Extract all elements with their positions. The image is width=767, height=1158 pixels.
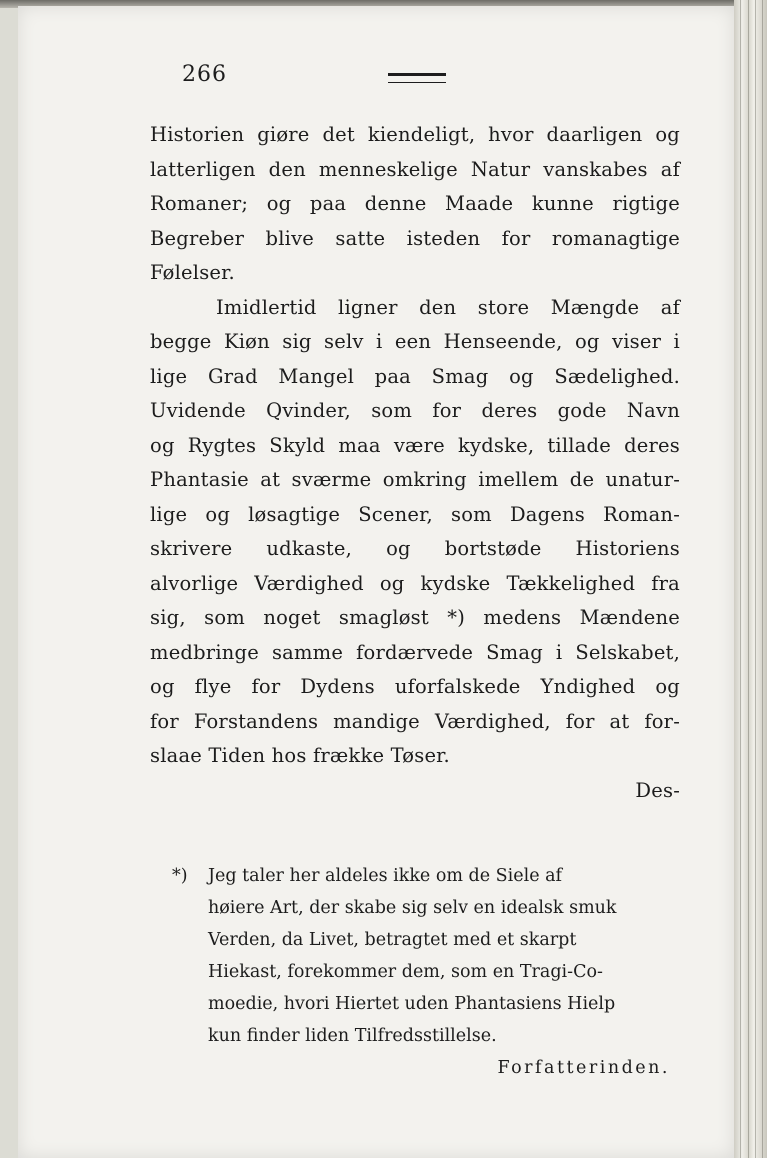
footnote-line: kun finder liden Tilfredsstillelse. <box>208 1026 497 1046</box>
text-line: alvorlige Værdighed og kydske Tækkelighed fra <box>150 571 680 595</box>
footnote-marker: *) <box>172 866 188 886</box>
text-line: sig, som noget smagløst *) medens Mændene <box>150 606 680 629</box>
text-line: Romaner; og paa denne Maade kunne rigtige <box>150 192 680 215</box>
text-line: lige og løsagtige Scener, som Dagens Roman- <box>150 502 680 526</box>
book-gutter <box>734 0 767 1158</box>
page-header <box>150 62 680 92</box>
text-line: slaae Tiden hos frække Tøser. <box>150 744 450 767</box>
footnote-line: Verden, da Livet, betragtet med et skarpt <box>208 930 577 950</box>
gutter-line <box>740 0 741 1158</box>
header-ornament-rule <box>388 73 446 83</box>
text-line: og flye for Dydens uforfalskede Yndighed og <box>150 675 680 698</box>
footnote <box>150 860 680 1084</box>
footnote-first-line <box>150 860 680 892</box>
footnote-line: Hiekast, forekommer dem, som en Tragi-Co- <box>208 962 603 982</box>
footnote-line: moedie, hvori Hiertet uden Phantasiens Hielp <box>208 994 616 1014</box>
text-line: Phantasie at sværme omkring imellem de unatur- <box>150 468 680 491</box>
text-line: skrivere udkaste, og bortstøde Historiens <box>150 537 680 560</box>
text-line: for Forstandens mandige Værdighed, for at for- <box>150 709 680 733</box>
main-text <box>150 118 680 808</box>
gutter-line <box>762 0 763 1158</box>
text-line: Historien giøre det kiendeligt, hvor daarligen og <box>150 123 680 146</box>
text-line: og Rygtes Skyld maa være kydske, tillade deres <box>150 433 680 457</box>
footnote-signature: Forfatterinden. <box>497 1058 670 1078</box>
text-line: Følelser. <box>150 261 235 284</box>
text-line: begge Kiøn sig selv i een Henseende, og viser i <box>150 330 680 353</box>
footnote-line: høiere Art, der skabe sig selv en idealsk smuk <box>208 898 617 918</box>
text-line: medbringe samme fordærvede Smag i Selskabet, <box>150 640 680 664</box>
text-line: latterligen den menneskelige Natur vanskabes af <box>150 157 680 181</box>
text-line: Uvidende Qvinder, som for deres gode Navn <box>150 399 680 422</box>
footnote-line: Jeg taler her aldeles ikke om de Siele af <box>208 866 563 886</box>
text-line: Begreber blive satte isteden for romanagtige <box>150 226 680 250</box>
text-line: Imidlertid ligner den store Mængde af <box>216 295 680 319</box>
page-number: 266 <box>182 62 227 87</box>
gutter-line <box>755 0 756 1158</box>
text-line: lige Grad Mangel paa Smag og Sædelighed. <box>150 364 680 388</box>
catchword: Des- <box>635 778 680 802</box>
gutter-line <box>748 0 749 1158</box>
